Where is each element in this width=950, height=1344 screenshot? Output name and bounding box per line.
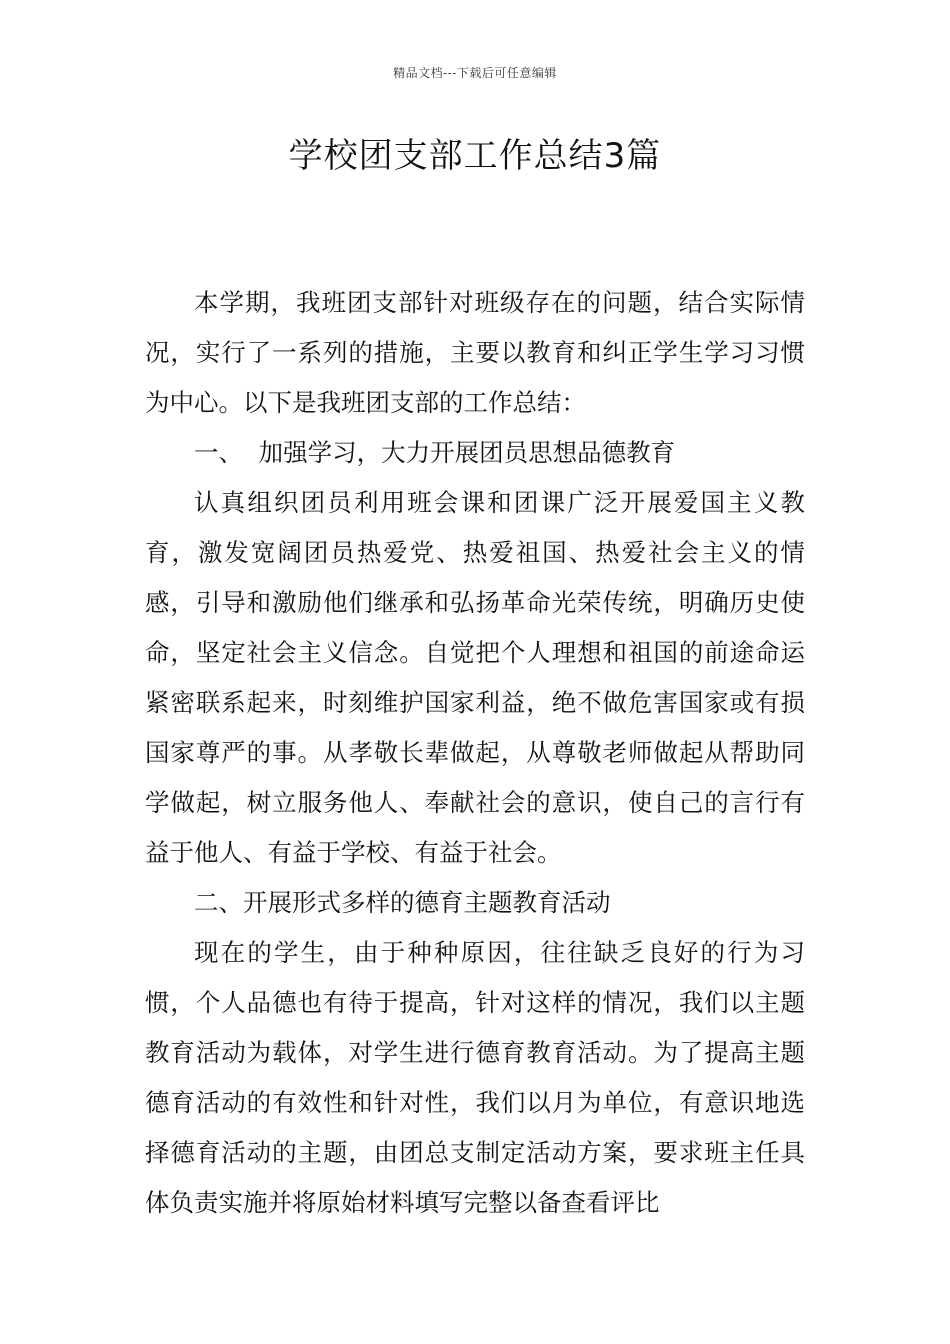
intro-paragraph: 本学期，我班团支部针对班级存在的问题，结合实际情况，实行了一系列的措施，主要以教育和纠正学生学习习惯为中心。以下是我班团支部的工作总结：	[145, 288, 805, 417]
document-title: 学校团支部工作总结3篇	[288, 136, 662, 176]
section-heading-1: 一、 加强学习，大力开展团员思想品德教育	[194, 438, 676, 467]
document-body	[145, 278, 805, 1228]
section-paragraph-2: 现在的学生，由于种种原因，往往缺乏良好的行为习惯，个人品德也有待于提高，针对这样的情况，我们以主题教育活动为载体，对学生进行德育教育活动。为了提高主题德育活动的有效性和针对性，我们以月为单位，有意识地选择德育活动的主题，由团总支制定活动方案，要求班主任具体负责实施并将原始材料填写完整以备查看评比	[145, 938, 805, 1217]
section-heading-2: 二、开展形式多样的德育主题教育活动	[194, 888, 611, 917]
header-note: 精品文档---下载后可任意编辑	[393, 66, 557, 80]
section-paragraph-1: 认真组织团员利用班会课和团课广泛开展爱国主义教育，激发宽阔团员热爱党、热爱祖国、热爱社会主义的情感，引导和激励他们继承和弘扬革命光荣传统，明确历史使命，坚定社会主义信念。自觉把个人理想和祖国的前途命运紧密联系起来，时刻维护国家利益，绝不做危害国家或有损国家尊严的事。从孝敬长辈做起，从尊敬老师做起从帮助同学做起，树立服务他人、奉献社会的意识，使自己的言行有益于他人、有益于学校、有益于社会。	[145, 488, 805, 867]
